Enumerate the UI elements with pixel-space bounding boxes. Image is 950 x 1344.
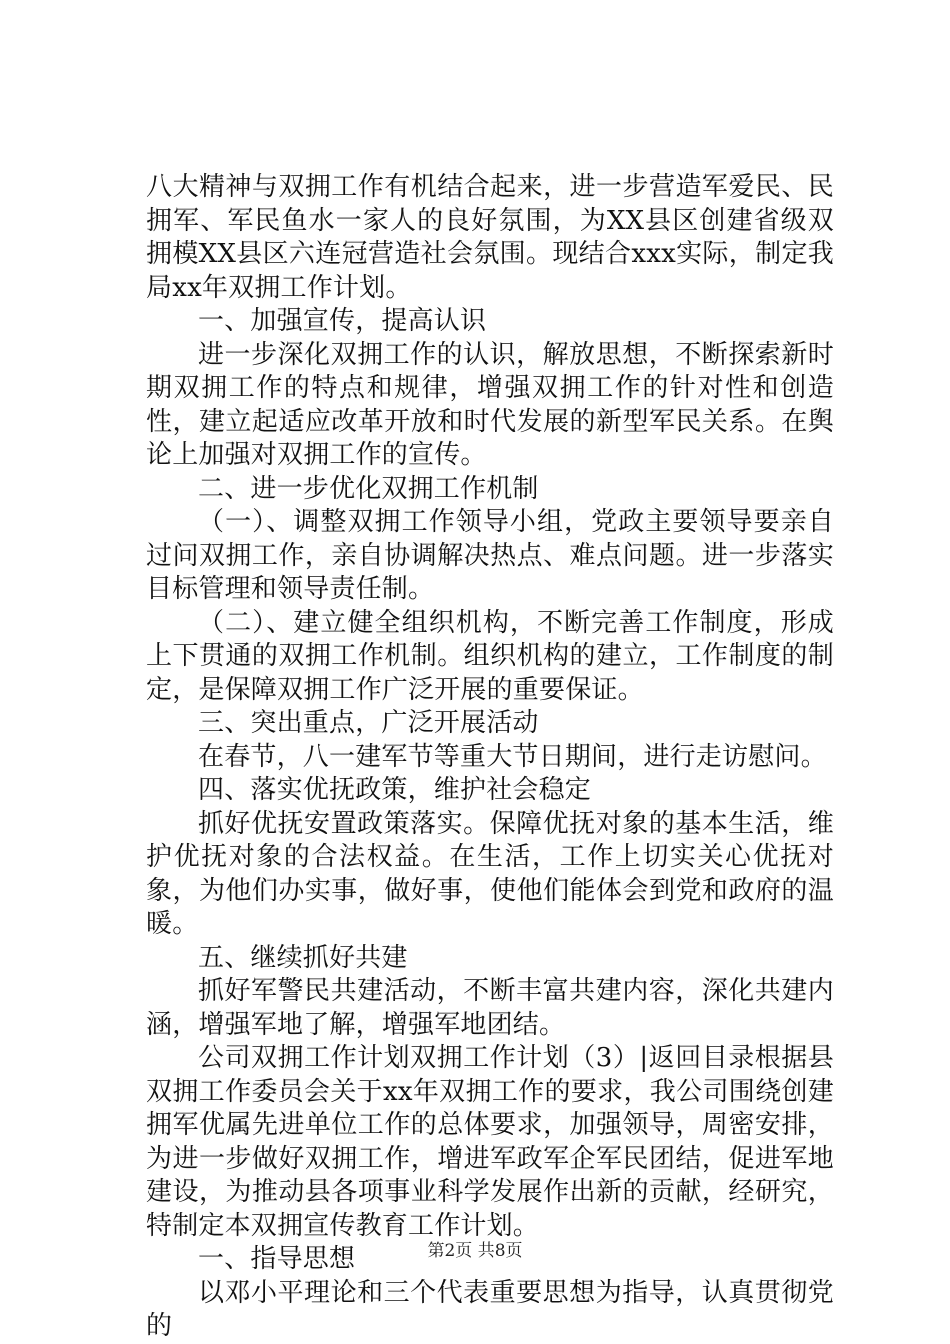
paragraph: 八大精神与双拥工作有机结合起来，进一步营造军爱民、民拥军、军民鱼水一家人的良好氛围，为XX县区创建省级双拥模XX县区六连冠营造社会氛围。现结合xxx实际，制定我局xx年双拥工作计划。 xyxy=(146,172,834,303)
section-heading: 四、落实优抚政策，维护社会稳定 xyxy=(198,775,592,805)
paragraph: 以邓小平理论和三个代表重要思想为指导，认真贯彻党的 xyxy=(146,1277,834,1341)
paragraph: 抓好军警民共建活动，不断丰富共建内容，深化共建内涵，增强军地了解，增强军地团结。 xyxy=(146,976,834,1040)
paragraph: 进一步深化双拥工作的认识，解放思想，不断探索新时期双拥工作的特点和规律，增强双拥工作的针对性和创造性，建立起适应改革开放和时代发展的新型军民关系。在舆论上加强对双拥工作的宣传。 xyxy=(146,339,834,470)
section-heading: 一、加强宣传，提高认识 xyxy=(198,306,487,336)
paragraph: 公司双拥工作计划双拥工作计划（3）|返回目录根据县双拥工作委员会关于xx年双拥工作的要求，我公司围绕创建拥军优属先进单位工作的总体要求，加强领导，周密安排，为进一步做好双拥工作，增进军政军企军民团结，促进军地建设，为推动县各项事业科学发展作出新的贡献，经研究，特制定本双拥宣传教育工作计划。 xyxy=(146,1043,834,1241)
section-heading: 一、指导思想 xyxy=(198,1244,356,1274)
paragraph: 抓好优抚安置政策落实。保障优抚对象的基本生活，维护优抚对象的合法权益。在生活，工作上切实关心优抚对象，为他们办实事，做好事，使他们能体会到党和政府的温暖。 xyxy=(146,808,834,939)
page-footer xyxy=(0,1240,950,1262)
paragraph: （二）、建立健全组织机构，不断完善工作制度，形成上下贯通的双拥工作机制。组织机构的建立，工作制度的制定，是保障双拥工作广泛开展的重要保证。 xyxy=(146,607,834,705)
section-heading: 二、进一步优化双拥工作机制 xyxy=(198,473,539,504)
section-heading: 三、突出重点，广泛开展活动 xyxy=(198,708,539,738)
page-number-label: 第2页 共8页 xyxy=(427,1241,523,1261)
document-body xyxy=(146,171,834,1344)
section-heading: 五、继续抓好共建 xyxy=(198,942,408,973)
paragraph: （一）、调整双拥工作领导小组，党政主要领导要亲自过问双拥工作，亲自协调解决热点、难点问题。进一步落实目标管理和领导责任制。 xyxy=(146,507,834,604)
paragraph: 在春节，八一建军节等重大节日期间，进行走访慰问。 xyxy=(198,741,827,772)
